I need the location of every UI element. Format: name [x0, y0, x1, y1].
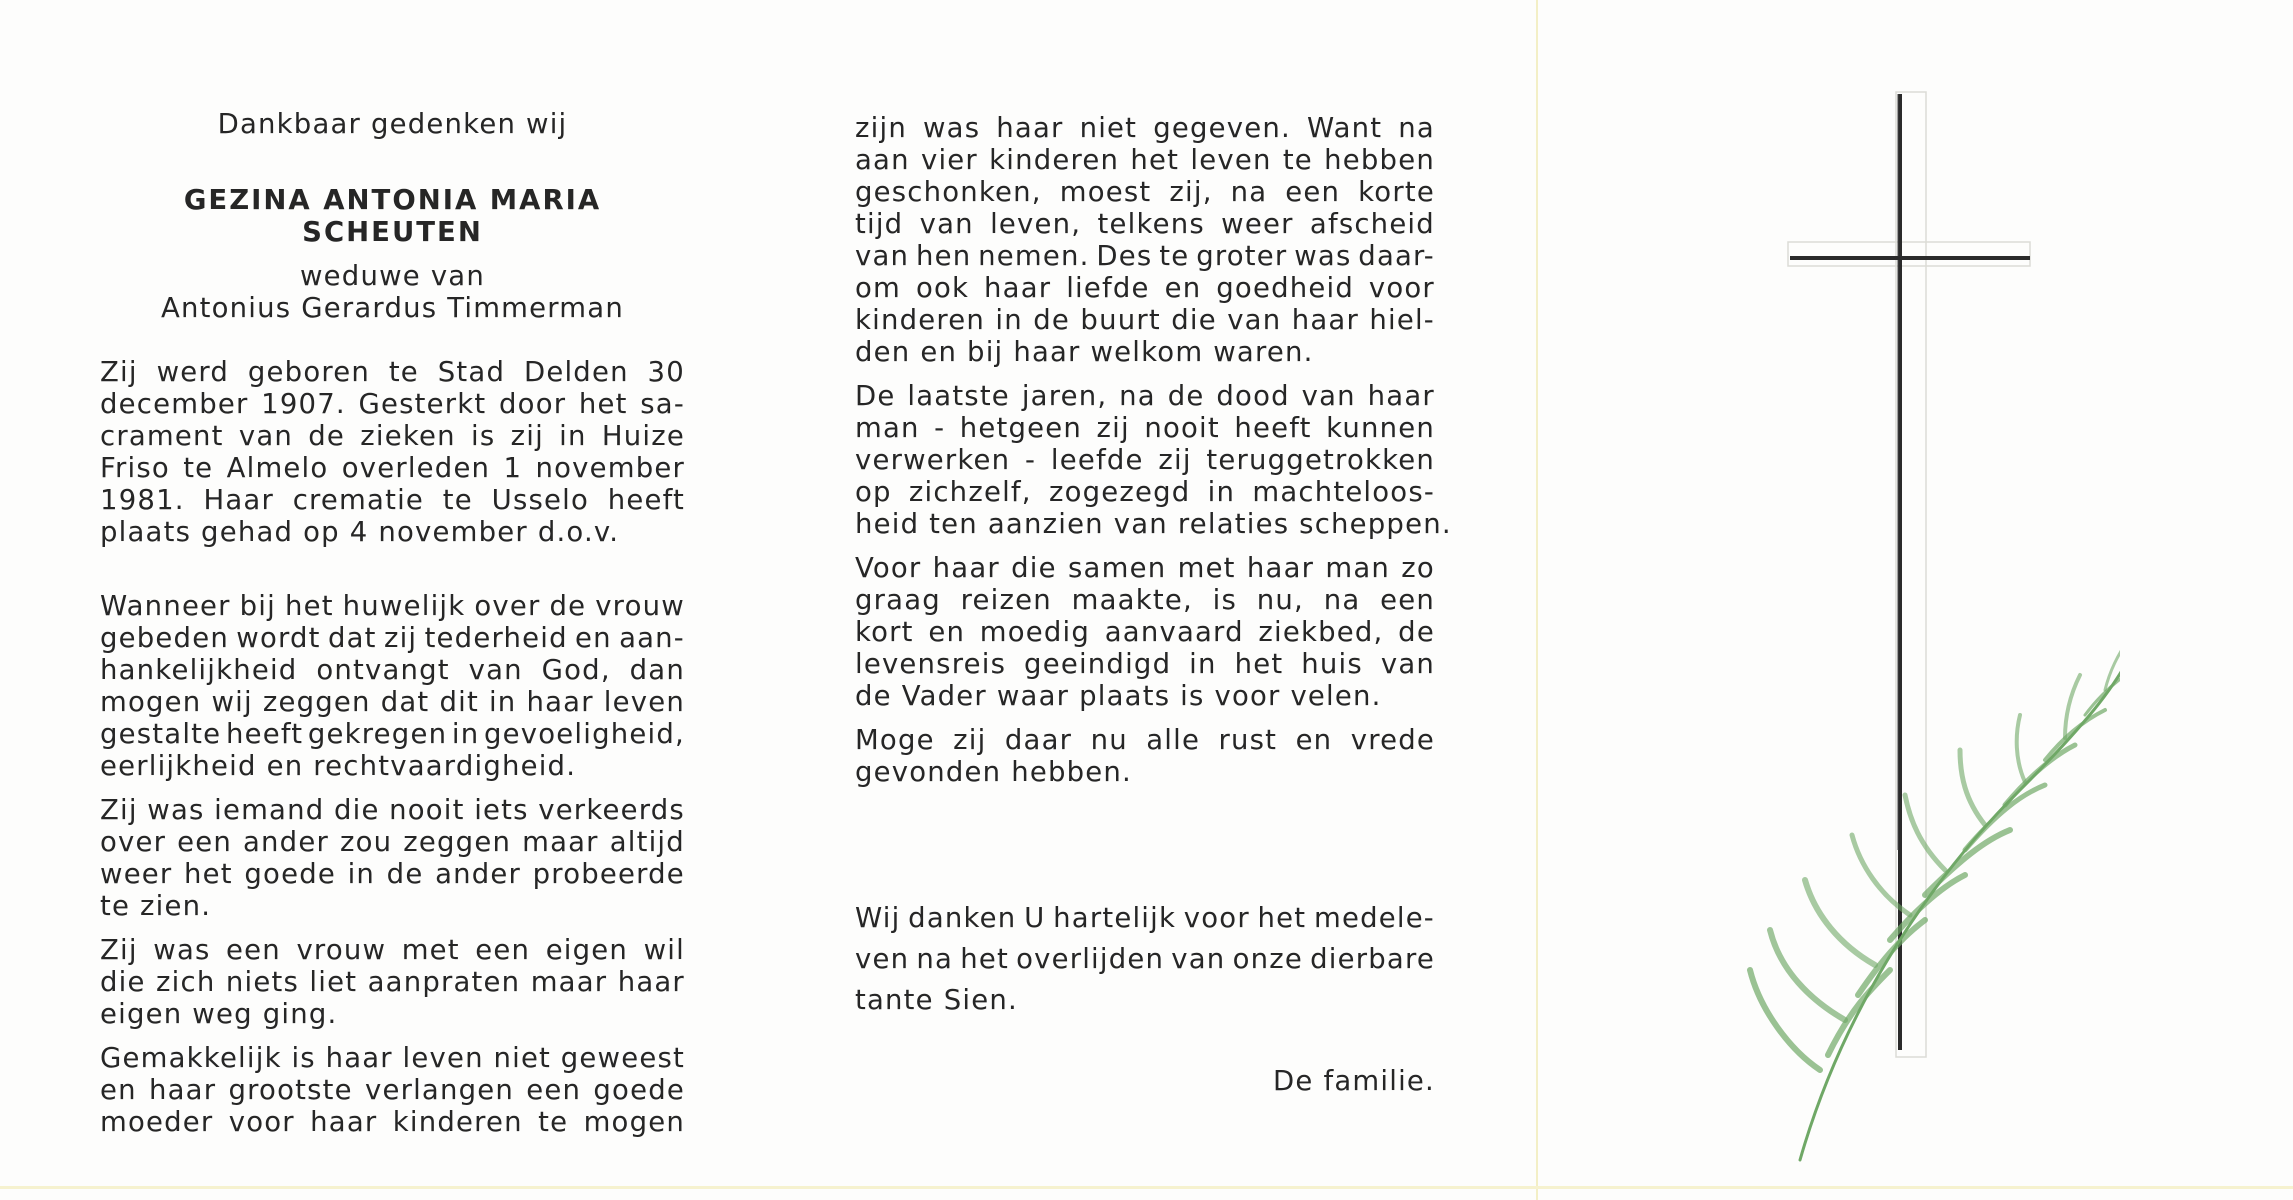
text-line: zijn was haar niet gegeven. Want na — [855, 112, 1435, 144]
birth-paragraph — [100, 356, 685, 548]
text-line: eigen weg ging. — [100, 998, 338, 1030]
text-line: 1981. Haar crematie te Usselo heeft — [100, 484, 685, 516]
text-line: ven na het overlijden van onze dierbare — [855, 943, 1435, 975]
card-edge — [0, 1186, 2293, 1189]
text-line: aan vier kinderen het leven te hebben — [855, 144, 1435, 176]
text-line: Wij danken U hartelijk voor het medele- — [855, 902, 1435, 934]
text-line: De laatste jaren, na de dood van haar — [855, 380, 1435, 412]
text-line: hankelijkheid ontvangt van God, dan — [100, 654, 685, 686]
later-paragraph — [855, 380, 1452, 540]
text-line: levensreis geeindigd in het huis van — [855, 648, 1435, 680]
text-line: van hen nemen. Des te groter was daar- — [855, 240, 1435, 272]
text-line: man - hetgeen zij nooit heeft kunnen — [855, 412, 1435, 444]
text-line: plaats gehad op 4 november d.o.v. — [100, 516, 620, 548]
travel-paragraph — [855, 552, 1435, 712]
text-line: Gemakkelijk is haar leven niet geweest — [100, 1042, 685, 1074]
text-line: Friso te Almelo overleden 1 november — [100, 452, 685, 484]
life-paragraph — [100, 1042, 685, 1138]
relation-line: weduwe van — [299, 260, 485, 292]
children-paragraph — [855, 112, 1435, 368]
text-line: gebeden wordt dat zij tederheid en aan- — [100, 622, 685, 654]
deceased-name: GEZINA ANTONIA MARIA SCHEUTEN — [183, 184, 602, 248]
kind-paragraph — [100, 794, 685, 922]
text-line: gevonden hebben. — [855, 756, 1132, 788]
marriage-paragraph — [100, 590, 685, 782]
text-line: Voor haar die samen met haar man zo — [855, 552, 1435, 584]
text-line: Zij was een vrouw met een eigen wil — [100, 934, 685, 966]
text-line: geschonken, moest zij, na een korte — [855, 176, 1435, 208]
text-line: tijd van leven, telkens weer afscheid — [855, 208, 1435, 240]
text-line: die zich niets liet aanpraten maar haar — [100, 966, 685, 998]
panel-right — [1720, 70, 2120, 1180]
text-line: eerlijkheid en rechtvaardigheid. — [100, 750, 577, 782]
text-line: Wanneer bij het huwelijk over de vrouw — [100, 590, 685, 622]
text-line: crament van de zieken is zij in Huize — [100, 420, 685, 452]
text-line: Zij werd geboren te Stad Delden 30 — [100, 356, 685, 388]
palm-branch-icon — [1750, 640, 2120, 1160]
rest-paragraph — [855, 724, 1435, 788]
spouse-name: Antonius Gerardus Timmerman — [161, 292, 624, 324]
text-line: heid ten aanzien van relaties scheppen. — [855, 508, 1452, 540]
text-line: december 1907. Gesterkt door het sa- — [100, 388, 685, 420]
text-line: over een ander zou zeggen maar altijd — [100, 826, 685, 858]
thanks-paragraph — [855, 898, 1435, 1021]
fold-line — [1536, 0, 1538, 1200]
text-line: Zij was iemand die nooit iets verkeerds — [100, 794, 685, 826]
signoff: De familie. — [1273, 1065, 1435, 1097]
text-line: verwerken - leefde zij teruggetrokken — [855, 444, 1435, 476]
text-line: te zien. — [100, 890, 212, 922]
text-line: kort en moedig aanvaard ziekbed, de — [855, 616, 1435, 648]
text-line: den en bij haar welkom waren. — [855, 336, 1314, 368]
text-line: graag reizen maakte, is nu, na een — [855, 584, 1435, 616]
text-line: de Vader waar plaats is voor velen. — [855, 680, 1382, 712]
text-line: Moge zij daar nu alle rust en vrede — [855, 724, 1435, 756]
panel-left — [100, 108, 685, 1138]
panel-middle — [855, 112, 1452, 1097]
will-paragraph — [100, 934, 685, 1030]
cross-illustration — [1720, 70, 2120, 1180]
text-line: mogen wij zeggen dat dit in haar leven — [100, 686, 685, 718]
text-line: weer het goede in de ander probeerde — [100, 858, 685, 890]
intro-line: Dankbaar gedenken wij — [217, 108, 568, 140]
text-line: tante Sien. — [855, 984, 1018, 1016]
text-line: gestalte heeft gekregen in gevoeligheid, — [100, 718, 685, 750]
text-line: om ook haar liefde en goedheid voor — [855, 272, 1435, 304]
text-line: en haar grootste verlangen een goede — [100, 1074, 685, 1106]
text-line: kinderen in de buurt die van haar hiel- — [855, 304, 1435, 336]
text-line: op zichzelf, zogezegd in machteloos- — [855, 476, 1435, 508]
text-line: moeder voor haar kinderen te mogen — [100, 1106, 685, 1138]
